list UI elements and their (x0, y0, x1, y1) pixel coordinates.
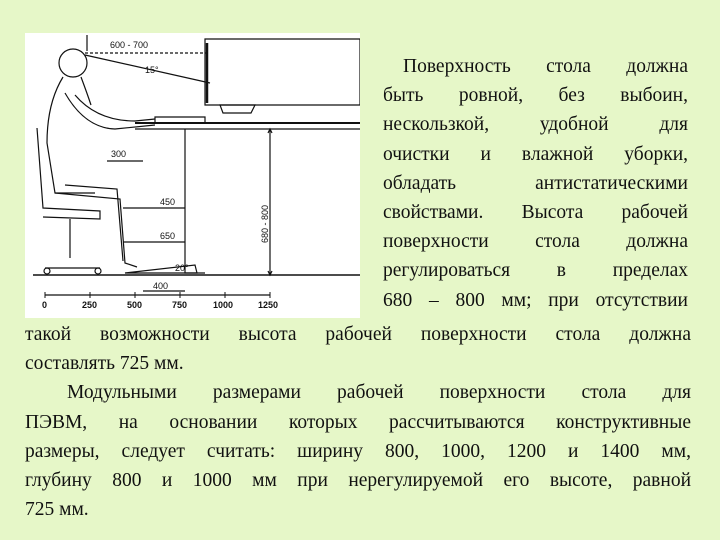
main-line: размеры, следует считать: ширину 800, 1000, 1200 и 1400 мм, (25, 440, 691, 462)
side-line: очистки и влажной уборки, (383, 143, 688, 165)
ergonomic-diagram (25, 33, 360, 318)
main-paragraph (25, 320, 691, 524)
side-paragraph (383, 52, 688, 315)
side-line: регулироваться в пределах (383, 260, 688, 282)
operator-legs (55, 193, 137, 267)
side-line: свойствами. Высота рабочей (383, 202, 688, 224)
side-line: нескользкой, удобной для (383, 114, 688, 136)
scale-tick-0: 0 (42, 300, 48, 310)
height-range-label: 680 - 800 (260, 204, 270, 243)
main-line: ПЭВМ, на основании которых рассчитываются конструктивные (25, 411, 691, 433)
main-line: составлять 725 мм. (25, 353, 184, 375)
scale-tick-750: 750 (172, 300, 188, 310)
side-line: Поверхность стола должна (403, 56, 688, 77)
side-line: обладать антистатическими (383, 172, 688, 194)
top-angle-label: 15° (145, 65, 159, 75)
scale-tick-250: 250 (82, 300, 98, 310)
workstation-ergonomics-figure (25, 33, 360, 318)
dim-450-label: 450 (160, 197, 176, 207)
main-line: 725 мм. (25, 499, 89, 521)
main-line: Модульными размерами рабочей поверхности стола для (67, 382, 691, 404)
side-line: 680 – 800 мм; при отсутствии (383, 289, 688, 311)
monitor-outline (205, 39, 360, 105)
scale-tick-1250: 1250 (258, 300, 279, 310)
scale-tick-500: 500 (127, 300, 143, 310)
dim-400-label: 400 (153, 281, 169, 291)
dim-650-label: 650 (160, 231, 176, 241)
side-line: быть ровной, без выбоин, (383, 85, 688, 107)
dim-300-label: 300 (111, 149, 127, 159)
monitor-stand (220, 105, 255, 113)
main-line: глубину 800 и 1000 мм при нерегулируемой его высоте, равной (25, 470, 691, 492)
top-distance-label: 600 - 700 (110, 40, 149, 50)
scale-tick-1000: 1000 (213, 300, 234, 310)
operator-head (59, 49, 87, 77)
foot-angle-label: 20° (175, 263, 189, 273)
main-line: такой возможности высота рабочей поверхности стола должна (25, 324, 691, 345)
side-line: поверхности стола должна (383, 231, 688, 253)
